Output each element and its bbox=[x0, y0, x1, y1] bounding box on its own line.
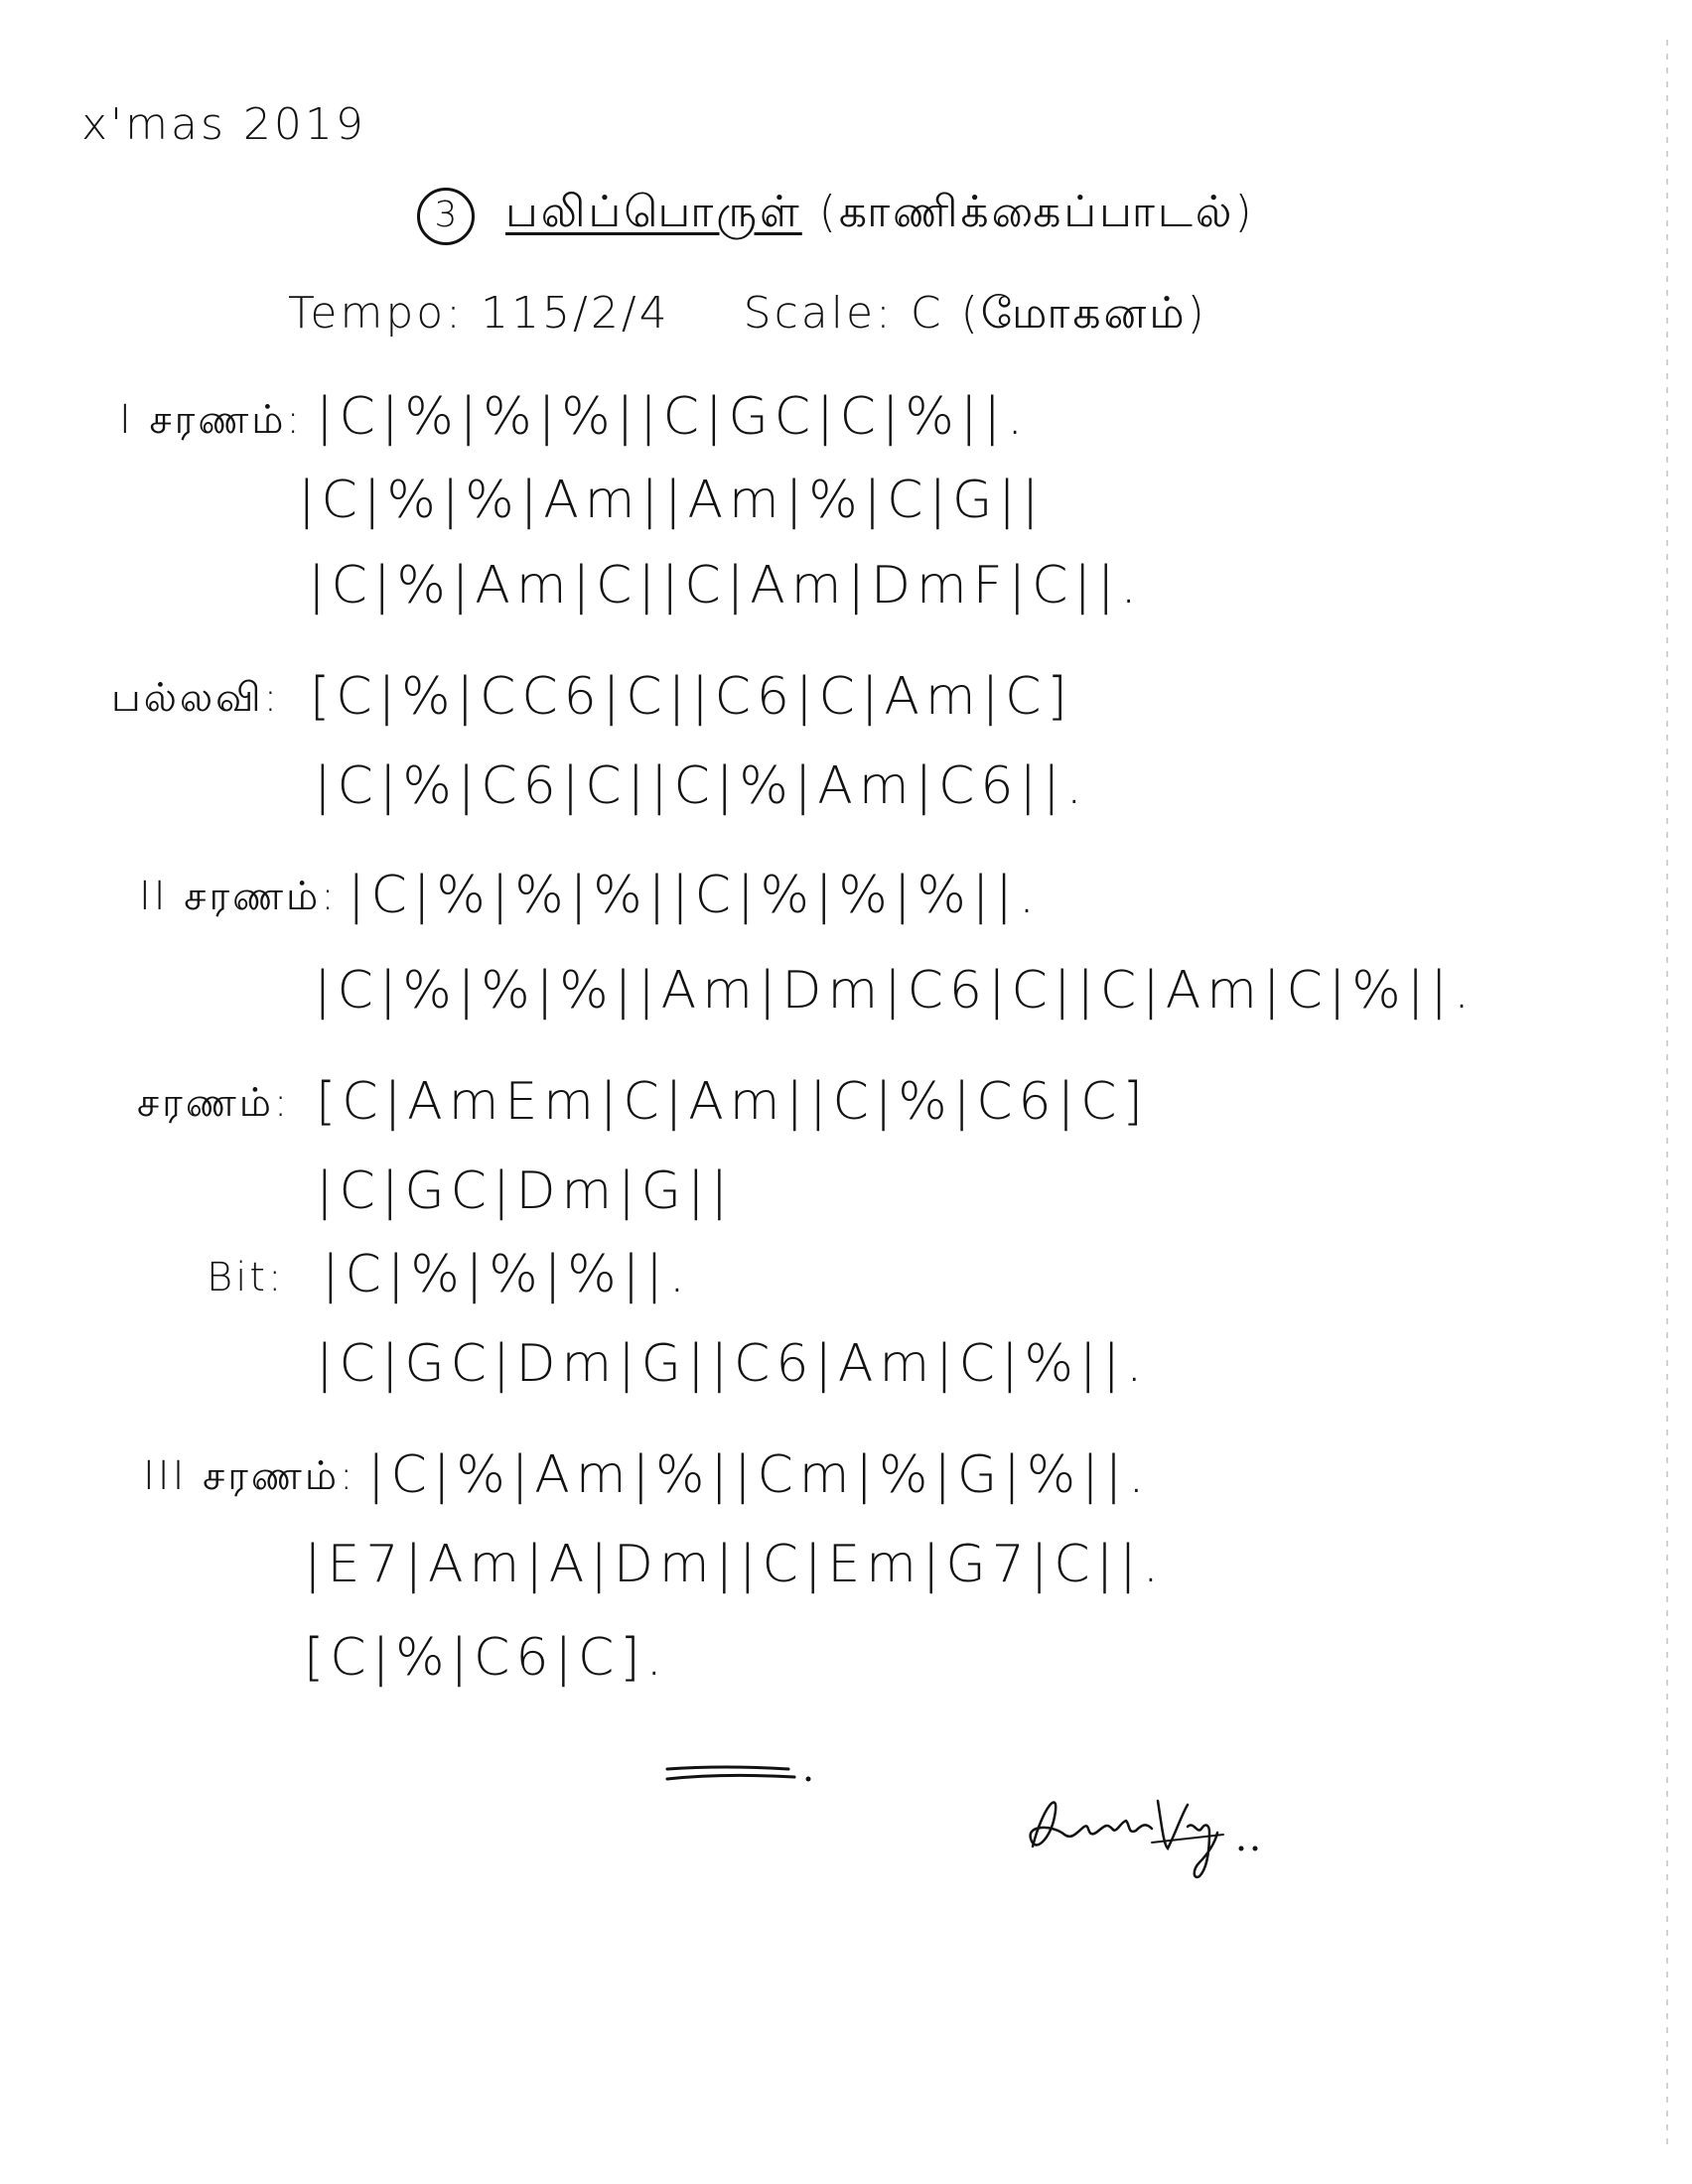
tempo-scale-line bbox=[288, 288, 1207, 344]
section-label-charanam: சரணம்: bbox=[137, 1080, 291, 1126]
scale-value: C bbox=[910, 288, 944, 339]
scan-edge-artifact bbox=[1666, 40, 1668, 2144]
song-number-badge: 3 bbox=[417, 188, 475, 245]
chord-line: |C|%|Am|C||C|Am|DmF|C||. bbox=[308, 556, 1143, 615]
section-label-pallavi: பல்லவி: bbox=[111, 675, 281, 721]
tempo-label: Tempo: bbox=[288, 288, 465, 339]
chord-line: |C|%|C6|C||C|%|Am|C6||. bbox=[314, 756, 1089, 816]
chord-line: |C|%|Am|%||Cm|%|G|%||. bbox=[367, 1445, 1151, 1505]
chord-line: |C|GC|Dm|G||C6|Am|C|%||. bbox=[316, 1334, 1149, 1394]
song-title: பலிப்பொருள் bbox=[505, 187, 802, 237]
date-heading: x'mas 2019 bbox=[81, 99, 366, 150]
scale-mode: (மோகனம்) bbox=[960, 288, 1207, 339]
chord-line: |C|%|%|%||. bbox=[322, 1245, 692, 1304]
chord-line: |C|%|%|%||C|GC|C|%||. bbox=[316, 387, 1030, 447]
chord-line: [C|AmEm|C|Am||C|%|C6|C] bbox=[316, 1072, 1149, 1132]
chord-line: |C|%|%|%||C|%|%|%||. bbox=[348, 866, 1042, 925]
section-label-third-verse: III சரணம்: bbox=[143, 1453, 356, 1499]
end-mark bbox=[663, 1763, 812, 1789]
section-label-bridge: Bit: bbox=[207, 1255, 285, 1300]
chord-line: |C|%|%|Am||Am|%|C|G|| bbox=[298, 471, 1046, 530]
song-subtitle: (காணிக்கைப்பாடல்) bbox=[818, 187, 1255, 237]
tempo-value: 115/2/4 bbox=[481, 288, 670, 339]
section-label-first-verse: I சரணம்: bbox=[119, 397, 303, 443]
handwritten-signature bbox=[1013, 1777, 1281, 1886]
chord-line: |E7|Am|A|Dm||C|Em|G7|C||. bbox=[304, 1535, 1166, 1594]
scale-label: Scale: bbox=[743, 288, 894, 339]
chord-line: |C|GC|Dm|G|| bbox=[316, 1161, 735, 1221]
chord-line: [C|%|C6|C]. bbox=[304, 1628, 669, 1688]
section-label-second-verse: II சரணம்: bbox=[139, 874, 338, 919]
chord-line: [C|%|CC6|C||C6|C|Am|C] bbox=[310, 667, 1073, 727]
chord-line: |C|%|%|%||Am|Dm|C6|C||C|Am|C|%||. bbox=[314, 961, 1477, 1021]
song-title-line bbox=[417, 187, 1255, 245]
